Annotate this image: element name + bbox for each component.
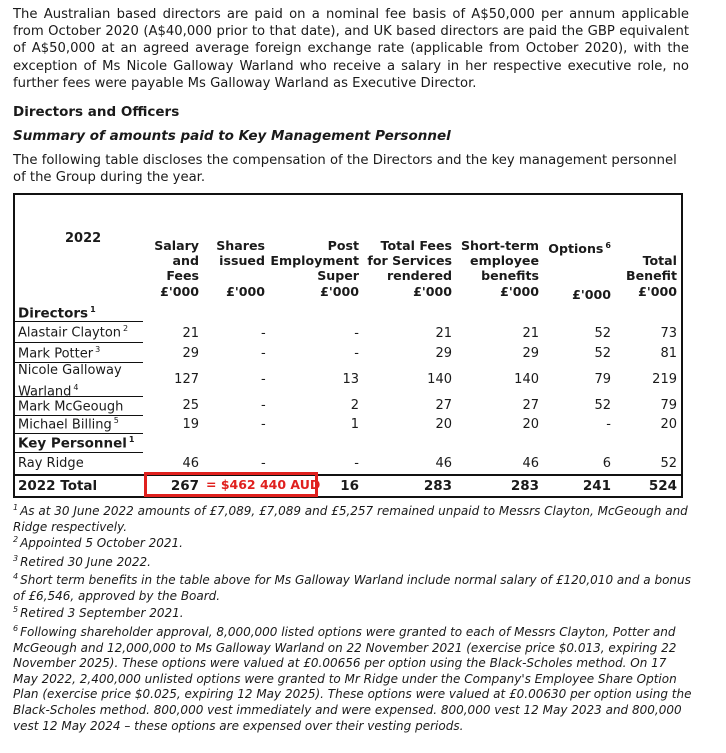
cell-total: 81 [660, 346, 677, 361]
cell-total: 219 [652, 372, 677, 387]
cell-short-term: 20 [522, 417, 539, 432]
cell-total-fees: 140 [427, 372, 452, 387]
cell-total-fees: 27 [435, 398, 452, 413]
footnote-2: $^2$ Appointed 5 October 2021. [13, 535, 183, 550]
total-benefit: 524 [648, 478, 677, 494]
cell-options: 52 [594, 326, 611, 341]
cell-post: - [354, 456, 359, 471]
total-short-term: 283 [510, 478, 539, 494]
row-name: Alastair Clayton $^2$ [18, 324, 129, 341]
row-name: Nicole Galloway Warland $^4$ [18, 363, 122, 400]
cell-options: 79 [594, 372, 611, 387]
cell-shares: - [261, 346, 266, 361]
row-name: Ray Ridge [18, 456, 84, 471]
year-label: 2022 [65, 231, 102, 246]
total-salary: 267 [170, 478, 199, 494]
cell-total-fees: 29 [435, 346, 452, 361]
cell-salary: 46 [182, 456, 199, 471]
cell-post: - [354, 346, 359, 361]
header-total-fees: Total Fees for Services rendered £'000 [367, 238, 452, 299]
cell-total: 73 [660, 326, 677, 341]
cell-options: 52 [594, 398, 611, 413]
header-salary: Salary and Fees £'000 [154, 238, 199, 299]
cell-total-fees: 21 [435, 326, 452, 341]
row-name: Michael Billing $^5$ [18, 416, 119, 433]
total-post: 16 [340, 478, 359, 494]
cell-total: 79 [660, 398, 677, 413]
cell-short-term: 46 [522, 456, 539, 471]
row-name: Mark Potter $^3$ [18, 345, 101, 362]
footnote-3: $^3$ Retired 30 June 2022. [13, 554, 151, 569]
cell-salary: 19 [182, 417, 199, 432]
cell-short-term: 29 [522, 346, 539, 361]
cell-post: 13 [342, 372, 359, 387]
header-shares: Shares issued £'000 [216, 238, 265, 299]
footnote-5: $^5$ Retired 3 September 2021. [13, 605, 184, 620]
compensation-table [13, 193, 683, 497]
cell-options: - [606, 417, 611, 432]
cell-post: 2 [350, 398, 359, 413]
cell-shares: - [261, 398, 266, 413]
header-short-term: Short-term employee benefits £'000 [460, 238, 539, 299]
group-directors: Directors $^1$ [18, 305, 96, 322]
cell-salary: 29 [182, 346, 199, 361]
cell-salary: 25 [182, 398, 199, 413]
total-options: 241 [582, 478, 611, 494]
footnote-1: $^1$ As at 30 June 2022 amounts of £7,089, £7,089 and £5,257 remained unpaid to Messrs Clayton, McGeough and Ridge respectively. [13, 503, 688, 534]
footnote-6: $^6$ Following shareholder approval, 8,000,000 listed options were granted to each of Messrs Clayton, Potter and McGeough and 12,000,000 to Ms Galloway Warland on 22 November 2021 (exercise price $0.013, expiring 22 November 2025). These options were valued at £0.00656 per option using the Black-Scholes method. On 17 May 2022, 2,400,000 unlisted options were granted to Mr Ridge under the Company's Employee Share Option Plan (exercise price $0.025, expiring 12 May 2025). These options were valued at £0.00630 per option using the Black-Scholes method. 800,000 vest immediately and were expensed. 800,000 vest 12 May 2023 and 800,000 vest 12 May 2024 – these options are expensed over their vesting periods. [13, 624, 692, 733]
cell-shares: - [261, 326, 266, 341]
cell-short-term: 27 [522, 398, 539, 413]
header-options: Options $^6$ £'000 [548, 241, 611, 302]
cell-total-fees: 46 [435, 456, 452, 471]
annotation-text: = $462 440 AUD [206, 477, 321, 492]
row-name: Mark McGeough [18, 399, 124, 415]
cell-shares: - [261, 456, 266, 471]
cell-short-term: 21 [522, 326, 539, 341]
group-key-personnel: Key Personnel $^1$ [18, 435, 135, 452]
cell-short-term: 140 [514, 372, 539, 387]
cell-salary: 127 [174, 372, 199, 387]
header-total-benefit: Total Benefit £'000 [625, 253, 677, 299]
cell-options: 6 [602, 456, 611, 471]
table-description: The following table discloses the compensation of the Directors and the key management personnel of the Group during the year. [13, 153, 677, 186]
total-row [13, 474, 683, 498]
cell-salary: 21 [182, 326, 199, 341]
total-label: 2022 Total [18, 478, 98, 494]
cell-post: - [354, 326, 359, 341]
footnote-4: $^4$ Short term benefits in the table above for Ms Galloway Warland include normal salary of £120,010 and a bonus of £6,546, approved by the Board. [13, 572, 691, 603]
cell-post: 1 [350, 417, 359, 432]
intro-paragraph: The Australian based directors are paid on a nominal fee basis of A$50,000 per annum applicable from October 2020 (A$40,000 prior to that date), and UK based directors are paid the GBP equivalent of A$50,000 at an agreed average foreign exchange rate (applicable from October 2020), with the exception of Ms Nicole Galloway Warland who receive a salary in her respective executive role, no further fees were payable Ms Galloway Warland as Executive Director. [13, 7, 689, 91]
subsection-heading: Summary of amounts paid to Key Management Personnel [13, 128, 451, 144]
cell-total: 20 [660, 417, 677, 432]
cell-total: 52 [660, 456, 677, 471]
cell-total-fees: 20 [435, 417, 452, 432]
cell-shares: - [261, 372, 266, 387]
cell-shares: - [261, 417, 266, 432]
header-post-employment: Post Employment Super £'000 [270, 238, 359, 299]
total-total-fees: 283 [423, 478, 452, 494]
section-heading: Directors and Officers [13, 104, 180, 120]
cell-options: 52 [594, 346, 611, 361]
